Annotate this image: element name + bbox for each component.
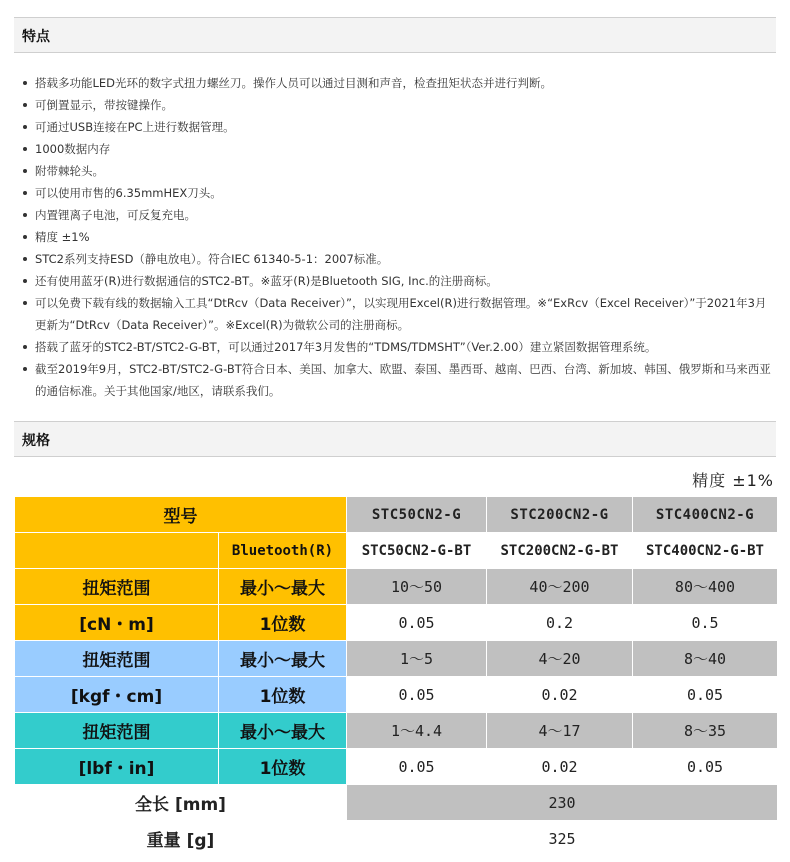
step-cell: 0.05	[633, 677, 778, 713]
feature-item: 可以使用市售的6.35mmHEX刀头。	[22, 182, 772, 204]
step-cell: 0.05	[633, 749, 778, 785]
range-cell: 8～40	[633, 641, 778, 677]
range-cell: 4～17	[487, 713, 633, 749]
feature-item: 精度 ±1%	[22, 226, 772, 248]
torque-group-label: 扭矩范围	[15, 569, 219, 605]
torque-group-label: 扭矩范围	[15, 641, 219, 677]
model-label: 型号	[15, 497, 347, 533]
feature-item: 搭载了蓝牙的STC2-BT/STC2-G-BT，可以通过2017年3月发售的“TDMS/TDMSHT”（Ver.2.00）建立紧固数据管理系统。	[22, 336, 772, 358]
step-cell: 0.5	[633, 605, 778, 641]
range-cell: 4～20	[487, 641, 633, 677]
range-cell: 80～400	[633, 569, 778, 605]
step-cell: 0.05	[347, 605, 487, 641]
bt-model-cell: STC50CN2-G-BT	[347, 533, 487, 569]
feature-item: 可以免费下载有线的数据输入工具“DtRcv（Data Receiver）”，以实现用Excel(R)进行数据管理。※“ExRcv（Excel Receiver）”于2021年3月更新为“DtRcv（Data Receiver）”。※Excel(R)为微软公司的注册商标。	[22, 292, 772, 336]
range-cell: 1～4.4	[347, 713, 487, 749]
range-cell: 10～50	[347, 569, 487, 605]
torque-group-unit: [lbf・in]	[15, 749, 219, 785]
step-cell: 0.02	[487, 677, 633, 713]
range-cell: 1～5	[347, 641, 487, 677]
feature-item: 可倒置显示，带按键操作。	[22, 94, 772, 116]
step-label: 1位数	[219, 749, 347, 785]
bt-model-cell: STC200CN2-G-BT	[487, 533, 633, 569]
torque-group-label: 扭矩范围	[15, 713, 219, 749]
model-cell: STC200CN2-G	[487, 497, 633, 533]
torque-group-unit: [cN・m]	[15, 605, 219, 641]
bluetooth-label: Bluetooth(R)	[219, 533, 347, 569]
spec-title: 规格	[22, 433, 50, 449]
weight-value: 325	[347, 821, 778, 857]
feature-item: 附带棘轮头。	[22, 160, 772, 182]
accuracy-note: 精度 ±1%	[692, 471, 774, 490]
feature-item: 截至2019年9月，STC2-BT/STC2-G-BT符合日本、美国、加拿大、欧盟、泰国、墨西哥、越南、巴西、台湾、新加坡、韩国、俄罗斯和马来西亚的通信标准。关于其他国家/地区，请联系我们。	[22, 358, 772, 402]
model-label-spacer	[15, 533, 219, 569]
range-cell: 8～35	[633, 713, 778, 749]
feature-item: 还有使用蓝牙(R)进行数据通信的STC2-BT。※蓝牙(R)是Bluetooth SIG, Inc.的注册商标。	[22, 270, 772, 292]
length-label: 全长 [mm]	[15, 785, 347, 821]
features-title: 特点	[22, 29, 50, 45]
model-cell: STC400CN2-G	[633, 497, 778, 533]
feature-item: 搭载多功能LED光环的数字式扭力螺丝刀。操作人员可以通过目测和声音，检查扭矩状态并进行判断。	[22, 72, 772, 94]
spec-header	[14, 421, 776, 457]
step-label: 1位数	[219, 605, 347, 641]
step-cell: 0.05	[347, 749, 487, 785]
torque-group-unit: [kgf・cm]	[15, 677, 219, 713]
model-cell: STC50CN2-G	[347, 497, 487, 533]
features-list	[22, 72, 772, 402]
range-label: 最小～最大	[219, 641, 347, 677]
length-value: 230	[347, 785, 778, 821]
range-label: 最小～最大	[219, 713, 347, 749]
range-label: 最小～最大	[219, 569, 347, 605]
step-label: 1位数	[219, 677, 347, 713]
step-cell: 0.05	[347, 677, 487, 713]
range-cell: 40～200	[487, 569, 633, 605]
weight-label: 重量 [g]	[15, 821, 347, 857]
bt-model-cell: STC400CN2-G-BT	[633, 533, 778, 569]
features-header	[14, 17, 776, 53]
feature-item: STC2系列支持ESD（静电放电）。符合IEC 61340-5-1：2007标准。	[22, 248, 772, 270]
feature-item: 可通过USB连接在PC上进行数据管理。	[22, 116, 772, 138]
feature-item: 1000数据内存	[22, 138, 772, 160]
spec-table	[14, 496, 778, 857]
feature-item: 内置锂离子电池，可反复充电。	[22, 204, 772, 226]
step-cell: 0.2	[487, 605, 633, 641]
step-cell: 0.02	[487, 749, 633, 785]
